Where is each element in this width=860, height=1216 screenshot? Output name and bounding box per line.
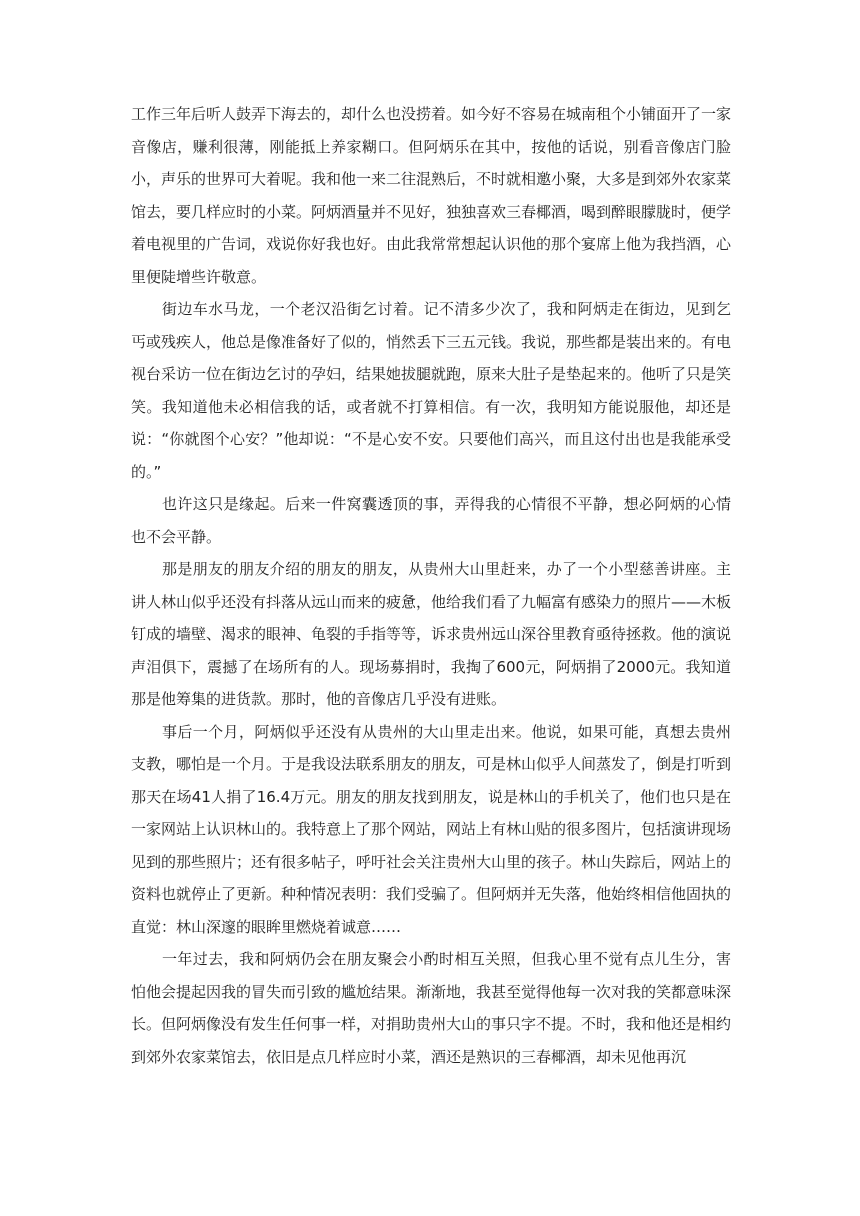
document-body <box>131 98 731 1073</box>
paragraph-2: 街边车水马龙，一个老汉沿街乞讨着。记不清多少次了，我和阿炳走在街边，见到乞丐或残疾人，他总是像准备好了似的，悄然丢下三五元钱。我说，那些都是装出来的。有电视台采访一位在街边乞讨的孕妇，结果她拔腿就跑，原来大肚子是垫起来的。他听了只是笑笑。我知道他未必相信我的话，或者就不打算相信。有一次，我明知方能说服他，却还是说：“你就图个心安？”他却说：“不是心安不安。只要他们高兴，而且这付出也是我能承受的。” <box>131 300 732 481</box>
paragraph-1: 工作三年后听人鼓弄下海去的，却什么也没捞着。如今好不容易在城南租个小铺面开了一家音像店，赚利很薄，刚能抵上养家糊口。但阿炳乐在其中，按他的话说，别看音像店门脸小，声乐的世界可大着呢。我和他一来二往混熟后，不时就相邀小聚，大多是到郊外农家菜馆去，要几样应时的小菜。阿炳酒量并不见好，独独喜欢三春椰酒，喝到醉眼朦胧时，便学着电视里的广告词，戏说你好我也好。由此我常常想起认识他的那个宴席上他为我挡酒，心里便陡增些许敬意。 <box>131 105 732 286</box>
paragraph-5: 事后一个月，阿炳似乎还没有从贵州的大山里走出来。他说，如果可能，真想去贵州支教，哪怕是一个月。于是我设法联系朋友的朋友，可是林山似乎人间蒸发了，倒是打听到那天在场41人捐了16.4万元。朋友的朋友找到朋友，说是林山的手机关了，他们也只是在一家网站上认识林山的。我特意上了那个网站，网站上有林山贴的很多图片，包括演讲现场见到的那些照片；还有很多帖子，呼吁社会关注贵州大山里的孩子。林山失踪后，网站上的资料也就停止了更新。种种情况表明：我们受骗了。但阿炳并无失落，他始终相信他固执的直觉：林山深邃的眼眸里燃烧着诚意…… <box>131 722 732 936</box>
paragraph-3: 也许这只是缘起。后来一件窝囊透顶的事，弄得我的心情很不平静，想必阿炳的心情也不会平静。 <box>131 495 731 546</box>
paragraph-6: 一年过去，我和阿炳仍会在朋友聚会小酌时相互关照，但我心里不觉有点儿生分，害怕他会提起因我的冒失而引致的尴尬结果。渐渐地，我甚至觉得他每一次对我的笑都意味深长。但阿炳像没有发生任何事一样，对捐助贵州大山的事只字不提。不时，我和他还是相约到郊外农家菜馆去，依旧是点几样应时小菜，酒还是熟识的三春椰酒，却未见他再沉 <box>131 950 732 1066</box>
paragraph-4: 那是朋友的朋友介绍的朋友的朋友，从贵州大山里赶来，办了一个小型慈善讲座。主讲人林山似乎还没有抖落从远山而来的疲惫，他给我们看了九幅富有感染力的照片——木板钉成的墙壁、渴求的眼神、龟裂的手指等等，诉求贵州远山深谷里教育亟待拯救。他的演说声泪俱下，震撼了在场所有的人。现场募捐时，我掏了600元，阿炳捐了2000元。我知道那是他筹集的进货款。那时，他的音像店几乎没有进账。 <box>131 560 732 708</box>
